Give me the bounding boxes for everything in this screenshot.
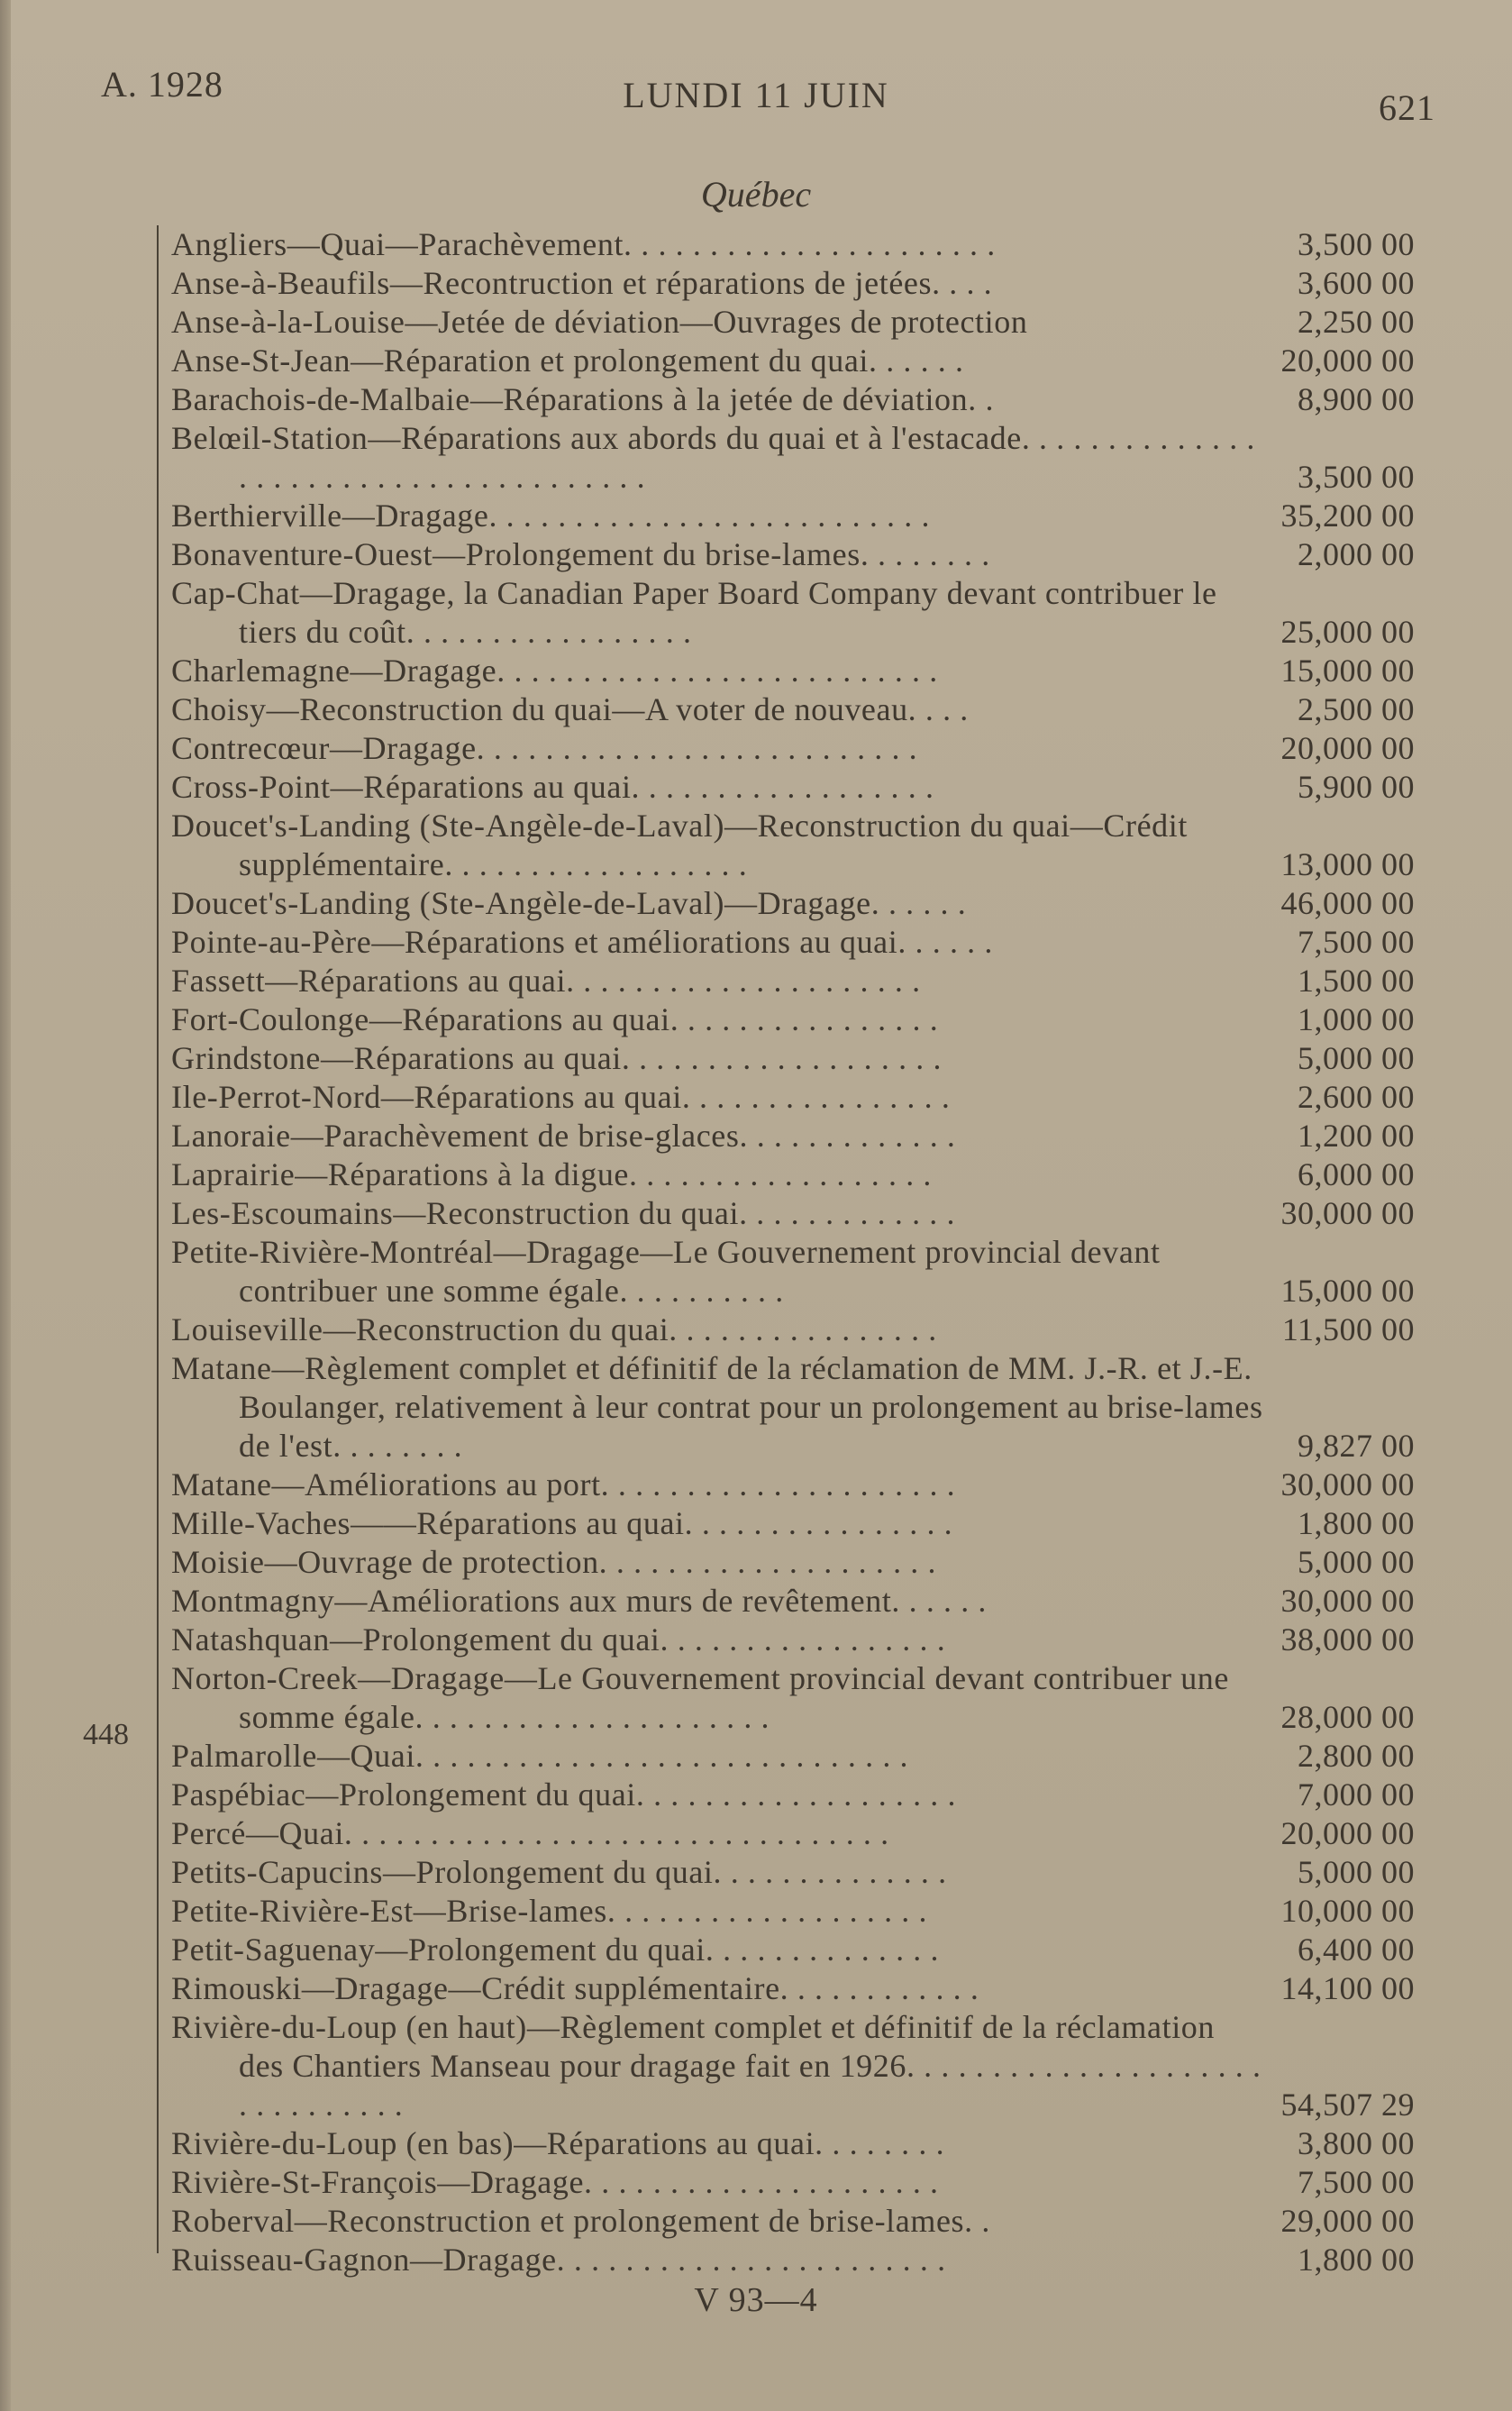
entry-amount: 3,800 00 bbox=[1298, 2125, 1415, 2161]
list-item bbox=[171, 1039, 1415, 1078]
list-item bbox=[171, 1504, 1415, 1543]
list-item bbox=[171, 1582, 1415, 1621]
entry-amount: 15,000 00 bbox=[1280, 1273, 1415, 1309]
list-item bbox=[171, 923, 1415, 962]
list-item bbox=[171, 1776, 1415, 1814]
entry-amount: 5,000 00 bbox=[1298, 1854, 1415, 1890]
margin-note: 448 bbox=[83, 1718, 129, 1751]
entry-description: Choisy—Reconstruction du quai—A voter de nouveau. . . . bbox=[171, 691, 969, 727]
list-item bbox=[171, 1853, 1415, 1892]
entry-amount: 5,900 00 bbox=[1298, 769, 1415, 805]
entry-description: Palmarolle—Quai. . . . . . . . . . . . . . . . . . . . . . . . . . . . . bbox=[171, 1738, 909, 1774]
entry-description: Anse-à-la-Louise—Jetée de déviation—Ouvrages de protection bbox=[171, 304, 1028, 340]
entry-description: Barachois-de-Malbaie—Réparations à la jetée de déviation. . bbox=[171, 381, 995, 417]
list-item bbox=[171, 1737, 1415, 1776]
entry-amount: 3,500 00 bbox=[1298, 226, 1415, 262]
list-item bbox=[171, 1621, 1415, 1659]
entry-amount: 11,500 00 bbox=[1281, 1311, 1415, 1347]
entry-description: Rivière-St-François—Dragage. . . . . . . . . . . . . . . . . . . . . bbox=[171, 2164, 939, 2200]
list-item bbox=[171, 2202, 1415, 2241]
list-item bbox=[171, 380, 1415, 419]
entry-description: Cap-Chat—Dragage, la Canadian Paper Board Company devant contribuer le tiers du coût. . . . . . . . . . . . . . . . . bbox=[171, 575, 1217, 650]
entry-amount: 7,500 00 bbox=[1298, 924, 1415, 960]
entry-description: Percé—Quai. . . . . . . . . . . . . . . . . . . . . . . . . . . . . . . . bbox=[171, 1815, 889, 1851]
list-item bbox=[171, 342, 1415, 380]
entry-description: Pointe-au-Père—Réparations et améliorations au quai. . . . . . bbox=[171, 924, 993, 960]
list-item bbox=[171, 962, 1415, 1000]
list-item bbox=[171, 1349, 1415, 1466]
entry-description: Fort-Coulonge—Réparations au quai. . . . . . . . . . . . . . . . bbox=[171, 1001, 939, 1037]
entry-description: Bonaventure-Ouest—Prolongement du brise-lames. . . . . . . . bbox=[171, 536, 990, 572]
entry-description: Norton-Creek—Dragage—Le Gouvernement provincial devant contribuer une somme égale. . . . . . . . . . . . . . . . . . . . . bbox=[171, 1660, 1229, 1735]
entry-amount: 1,500 00 bbox=[1298, 963, 1415, 999]
entry-description: Fassett—Réparations au quai. . . . . . . . . . . . . . . . . . . . . bbox=[171, 963, 921, 999]
entry-amount: 2,000 00 bbox=[1298, 536, 1415, 572]
page-number: 621 bbox=[1379, 87, 1435, 128]
list-item bbox=[171, 1194, 1415, 1233]
entry-description: Cross-Point—Réparations au quai. . . . . . . . . . . . . . . . . . bbox=[171, 769, 934, 805]
entry-amount: 5,000 00 bbox=[1298, 1544, 1415, 1580]
entry-description: Matane—Règlement complet et définitif de la réclamation de MM. J.-R. et J.-E. Boulanger, relativement à leur contrat pour un prolongement au brise-lames de l'est. . . . . . . . bbox=[171, 1350, 1263, 1464]
entry-description: Grindstone—Réparations au quai. . . . . . . . . . . . . . . . . . . bbox=[171, 1040, 943, 1076]
entry-amount: 2,250 00 bbox=[1298, 304, 1415, 340]
entry-description: Berthierville—Dragage. . . . . . . . . . . . . . . . . . . . . . . . . . bbox=[171, 498, 931, 534]
entry-amount: 20,000 00 bbox=[1280, 730, 1415, 766]
entry-description: Moisie—Ouvrage de protection. . . . . . . . . . . . . . . . . . . . bbox=[171, 1544, 937, 1580]
list-item bbox=[171, 690, 1415, 729]
list-item bbox=[171, 1659, 1415, 1737]
list-item bbox=[171, 1000, 1415, 1039]
entry-amount: 15,000 00 bbox=[1280, 653, 1415, 689]
entry-description: Angliers—Quai—Parachèvement. . . . . . . . . . . . . . . . . . . . . . bbox=[171, 226, 996, 262]
list-item bbox=[171, 729, 1415, 768]
entry-amount: 7,500 00 bbox=[1298, 2164, 1415, 2200]
list-item bbox=[171, 419, 1415, 497]
list-item bbox=[171, 1892, 1415, 1931]
entry-amount: 14,100 00 bbox=[1280, 1970, 1415, 2006]
entry-description: Lanoraie—Parachèvement de brise-glaces. . . . . . . . . . . . . bbox=[171, 1118, 956, 1154]
entry-amount: 1,000 00 bbox=[1298, 1001, 1415, 1037]
entry-amount: 29,000 00 bbox=[1280, 2203, 1415, 2239]
entry-description: Mille-Vaches——Réparations au quai. . . . . . . . . . . . . . . . bbox=[171, 1505, 953, 1541]
list-item bbox=[171, 884, 1415, 923]
list-item bbox=[171, 2008, 1415, 2124]
entry-description: Petits-Capucins—Prolongement du quai. . . . . . . . . . . . . . bbox=[171, 1854, 947, 1890]
entry-description: Belœil-Station—Réparations aux abords du quai et à l'estacade. . . . . . . . . . . . . . . . . . . . . . . . . . . . . . . . . . . . . . bbox=[171, 420, 1256, 495]
list-item bbox=[171, 1117, 1415, 1155]
entry-description: Natashquan—Prolongement du quai. . . . . . . . . . . . . . . . . bbox=[171, 1621, 946, 1658]
entry-amount: 20,000 00 bbox=[1280, 342, 1415, 379]
entry-description: Matane—Améliorations au port. . . . . . . . . . . . . . . . . . . . . bbox=[171, 1466, 956, 1502]
entry-amount: 20,000 00 bbox=[1280, 1815, 1415, 1851]
entry-amount: 25,000 00 bbox=[1280, 614, 1415, 650]
entry-description: Anse-à-Beaufils—Recontruction et réparations de jetées. . . . bbox=[171, 265, 993, 301]
entry-description: Doucet's-Landing (Ste-Angèle-de-Laval)—Dragage. . . . . . bbox=[171, 885, 967, 921]
province-heading: Québec bbox=[700, 174, 812, 215]
entry-amount: 8,900 00 bbox=[1298, 381, 1415, 417]
entry-amount: 30,000 00 bbox=[1280, 1583, 1415, 1619]
entry-description: Ile-Perrot-Nord—Réparations au quai. . . . . . . . . . . . . . . . bbox=[171, 1079, 951, 1115]
list-item bbox=[171, 768, 1415, 807]
entry-amount: 54,507 29 bbox=[1280, 2087, 1415, 2123]
header-year: A. 1928 bbox=[101, 64, 223, 105]
entry-description: Anse-St-Jean—Réparation et prolongement du quai. . . . . . bbox=[171, 342, 964, 379]
entry-amount: 46,000 00 bbox=[1280, 885, 1415, 921]
list-item bbox=[171, 1931, 1415, 1969]
list-item bbox=[171, 1466, 1415, 1504]
entry-description: Rivière-du-Loup (en haut)—Règlement complet et définitif de la réclamation des Chantiers Manseau pour dragage fait en 1926. . . . . . . . . . . . . . . . . . . . . . . . . . . . . . . bbox=[171, 2009, 1262, 2123]
entry-amount: 10,000 00 bbox=[1280, 1893, 1415, 1929]
footer-signature: V 93—4 bbox=[694, 2281, 818, 2319]
list-item bbox=[171, 264, 1415, 303]
list-item bbox=[171, 225, 1415, 264]
entry-description: Charlemagne—Dragage. . . . . . . . . . . . . . . . . . . . . . . . . . bbox=[171, 653, 938, 689]
entry-description: Contrecœur—Dragage. . . . . . . . . . . . . . . . . . . . . . . . . . bbox=[171, 730, 918, 766]
entries-list bbox=[0, 225, 1512, 2279]
list-item bbox=[171, 1233, 1415, 1311]
entry-amount: 1,200 00 bbox=[1298, 1118, 1415, 1154]
entry-amount: 6,400 00 bbox=[1298, 1932, 1415, 1968]
list-item bbox=[171, 807, 1415, 884]
entry-amount: 6,000 00 bbox=[1298, 1156, 1415, 1192]
entry-amount: 28,000 00 bbox=[1280, 1699, 1415, 1735]
list-item bbox=[171, 1969, 1415, 2008]
list-item bbox=[171, 1311, 1415, 1349]
entry-amount: 5,000 00 bbox=[1298, 1040, 1415, 1076]
entry-amount: 38,000 00 bbox=[1280, 1621, 1415, 1658]
list-item bbox=[171, 1814, 1415, 1853]
entry-amount: 30,000 00 bbox=[1280, 1466, 1415, 1502]
list-item bbox=[171, 574, 1415, 652]
list-item bbox=[171, 2163, 1415, 2202]
entry-description: Laprairie—Réparations à la digue. . . . . . . . . . . . . . . . . . bbox=[171, 1156, 932, 1192]
entry-amount: 9,827 00 bbox=[1298, 1428, 1415, 1464]
entry-description: Roberval—Reconstruction et prolongement de brise-lames. . bbox=[171, 2203, 990, 2239]
list-item bbox=[171, 2241, 1415, 2279]
entry-description: Petite-Rivière-Montréal—Dragage—Le Gouvernement provincial devant contribuer une somme égale. . . . . . . . . . bbox=[171, 1234, 1161, 1309]
entry-amount: 13,000 00 bbox=[1280, 846, 1415, 882]
entry-description: Rivière-du-Loup (en bas)—Réparations au quai. . . . . . . . bbox=[171, 2125, 945, 2161]
list-item bbox=[171, 497, 1415, 535]
entry-description: Ruisseau-Gagnon—Dragage. . . . . . . . . . . . . . . . . . . . . . . bbox=[171, 2242, 946, 2278]
list-item bbox=[171, 1543, 1415, 1582]
entry-description: Doucet's-Landing (Ste-Angèle-de-Laval)—Reconstruction du quai—Crédit supplémentaire. . . . . . . . . . . . . . . . . . bbox=[171, 808, 1188, 882]
list-item bbox=[171, 1078, 1415, 1117]
entry-amount: 3,500 00 bbox=[1298, 459, 1415, 495]
entry-description: Les-Escoumains—Reconstruction du quai. . . . . . . . . . . . . bbox=[171, 1195, 956, 1231]
entry-amount: 2,800 00 bbox=[1298, 1738, 1415, 1774]
entry-description: Petit-Saguenay—Prolongement du quai. . . . . . . . . . . . . . bbox=[171, 1932, 940, 1968]
entry-amount: 35,200 00 bbox=[1280, 498, 1415, 534]
header-date: LUNDI 11 JUIN bbox=[623, 75, 889, 115]
list-item bbox=[171, 303, 1415, 342]
entry-description: Louiseville—Reconstruction du quai. . . . . . . . . . . . . . . . bbox=[171, 1311, 937, 1347]
entry-amount: 7,000 00 bbox=[1298, 1776, 1415, 1813]
list-item bbox=[171, 652, 1415, 690]
entry-amount: 2,500 00 bbox=[1298, 691, 1415, 727]
entry-amount: 1,800 00 bbox=[1298, 1505, 1415, 1541]
entry-description: Paspébiac—Prolongement du quai. . . . . . . . . . . . . . . . . . . bbox=[171, 1776, 957, 1813]
entry-description: Petite-Rivière-Est—Brise-lames. . . . . . . . . . . . . . . . . . . bbox=[171, 1893, 928, 1929]
entry-amount: 1,800 00 bbox=[1298, 2242, 1415, 2278]
entry-description: Rimouski—Dragage—Crédit supplémentaire. . . . . . . . . . . . bbox=[171, 1970, 979, 2006]
list-item bbox=[171, 535, 1415, 574]
list-item bbox=[171, 1155, 1415, 1194]
entry-description: Montmagny—Améliorations aux murs de revêtement. . . . . . bbox=[171, 1583, 988, 1619]
list-item bbox=[171, 2124, 1415, 2163]
entry-amount: 30,000 00 bbox=[1280, 1195, 1415, 1231]
entry-amount: 3,600 00 bbox=[1298, 265, 1415, 301]
entry-amount: 2,600 00 bbox=[1298, 1079, 1415, 1115]
